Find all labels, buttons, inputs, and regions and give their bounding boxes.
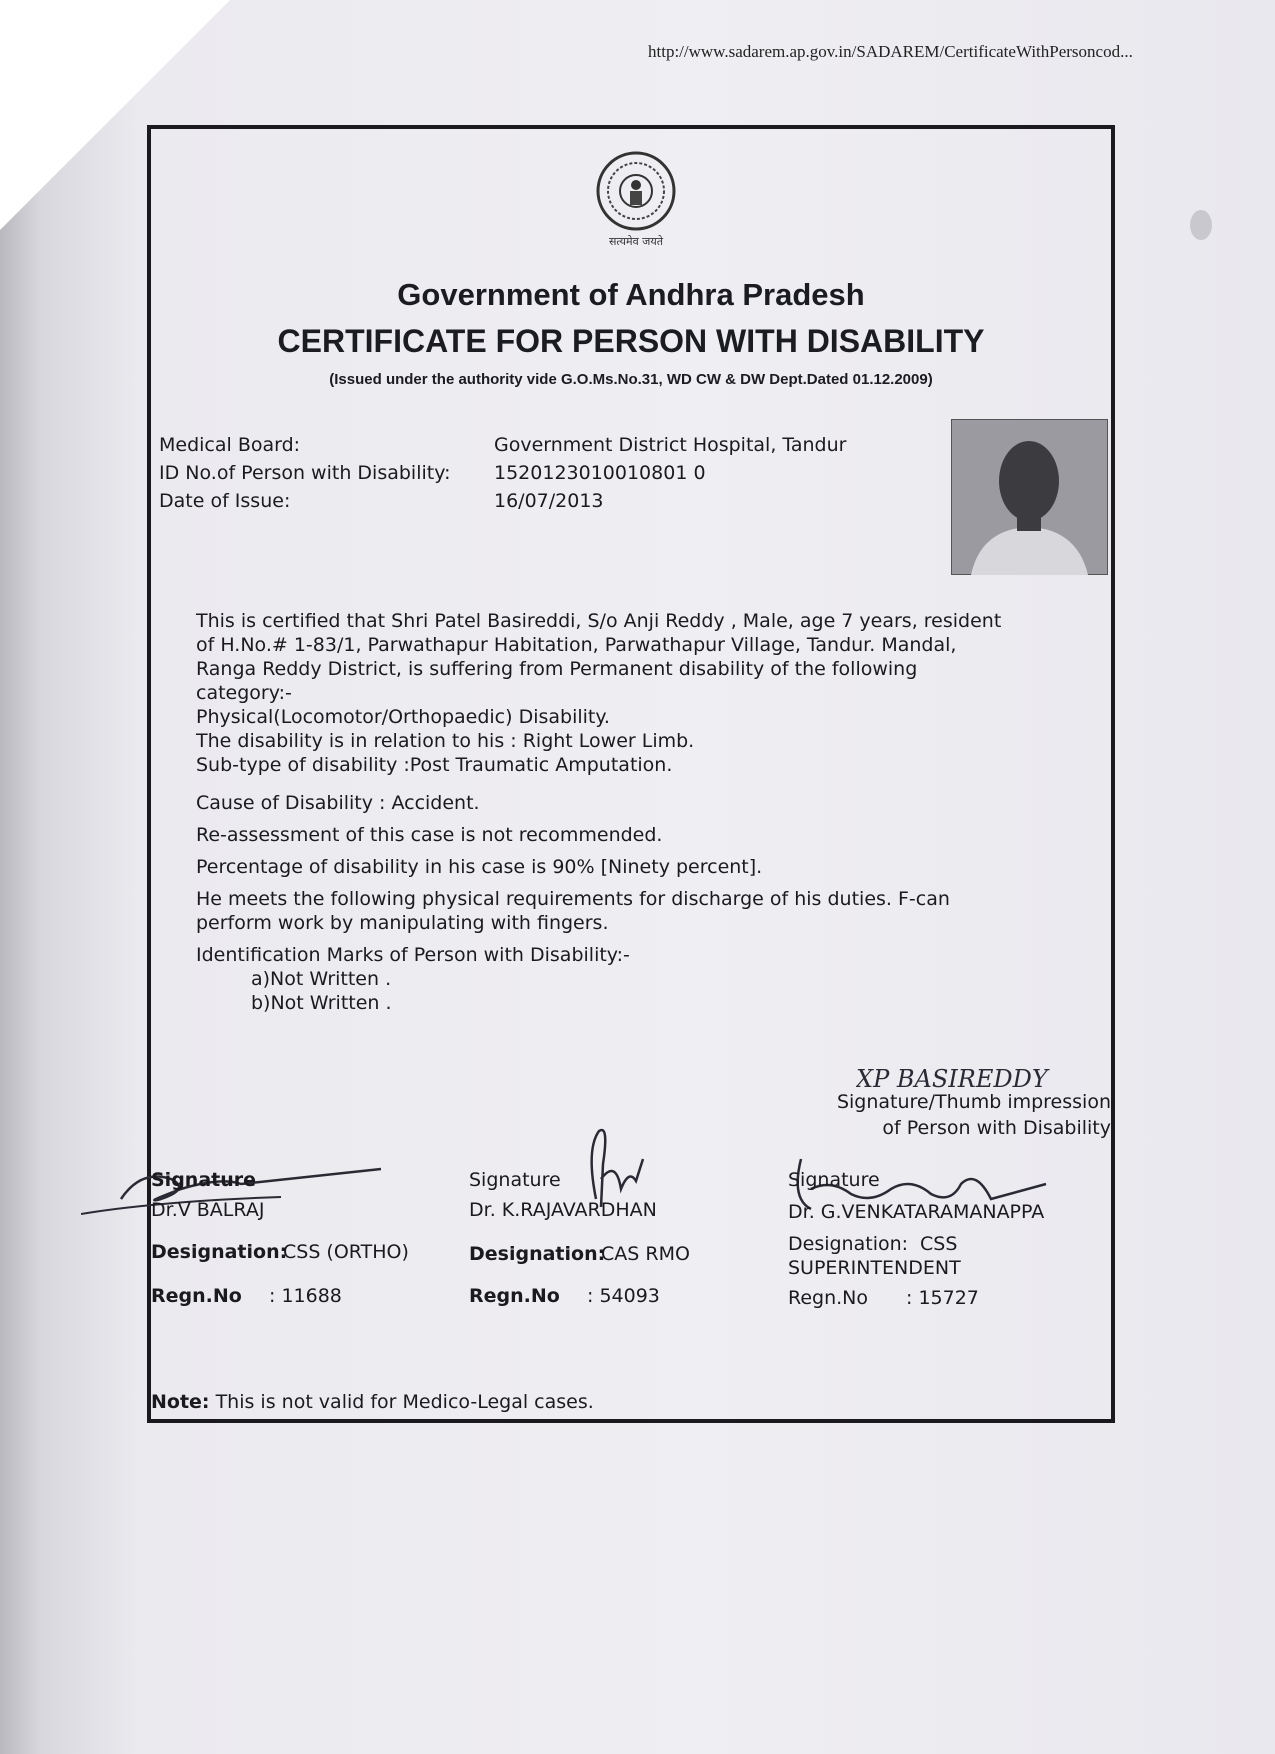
signature-label-line: of Person with Disability: [882, 1117, 1111, 1139]
authority-line: (Issued under the authority vide G.O.Ms.No.31, WD CW & DW Dept.Dated 01.12.2009): [329, 371, 933, 388]
note-text: This is not valid for Medico-Legal cases.: [209, 1391, 594, 1413]
date-value: 16/07/2013: [494, 490, 604, 512]
designation-value: CSS: [920, 1233, 958, 1255]
designation-value: CSS (ORTHO): [283, 1241, 409, 1263]
disability-percentage: Percentage of disability in his case is 90% [Ninety percent].: [196, 856, 763, 878]
regn-label: Regn.No: [788, 1287, 869, 1309]
regn-label: Regn.No: [469, 1285, 560, 1307]
certificate-title: CERTIFICATE FOR PERSON WITH DISABILITY: [277, 323, 985, 359]
government-title: Government of Andhra Pradesh: [397, 277, 865, 312]
body-line: category:-: [196, 682, 292, 704]
svg-text:सत्यमेव जयते: सत्यमेव जयते: [608, 235, 664, 248]
page-url: http://www.sadarem.ap.gov.in/SADAREM/CertificateWithPersoncod...: [648, 42, 1133, 61]
regn-label: Regn.No: [151, 1285, 242, 1307]
scan-smudge: [1190, 210, 1212, 240]
designation-value: CAS RMO: [601, 1243, 690, 1265]
identification-mark: b)Not Written .: [251, 992, 392, 1014]
identification-marks-label: Identification Marks of Person with Disability:-: [196, 944, 630, 966]
person-photo: [951, 419, 1108, 575]
regn-value: : 15727: [906, 1287, 979, 1309]
person-signature-label: [791, 1089, 1111, 1141]
reassessment-text: Re-assessment of this case is not recommended.: [196, 824, 663, 846]
designation-label: Designation:: [151, 1241, 288, 1263]
disability-category: Physical(Locomotor/Orthopaedic) Disability.: [196, 706, 610, 728]
signature-label: Signature: [151, 1169, 257, 1191]
medical-board-label: Medical Board:: [159, 434, 301, 456]
state-emblem-icon: [581, 149, 691, 249]
doctor-name: Dr.V BALRAJ: [151, 1199, 265, 1221]
medical-board-value: Government District Hospital, Tandur: [494, 434, 847, 456]
body-line: of H.No.# 1-83/1, Parwathapur Habitation, Parwathapur Village, Tandur. Mandal,: [196, 634, 957, 656]
designation-value-line2: SUPERINTENDENT: [788, 1257, 961, 1279]
signature-label: Signature: [788, 1169, 880, 1191]
designation-label: Designation:: [788, 1233, 909, 1255]
doctor-name: Dr. K.RAJAVARDHAN: [469, 1199, 657, 1221]
body-line: This is certified that Shri Patel Basireddi, S/o Anji Reddy , Male, age 7 years, resident: [196, 610, 1002, 632]
date-label: Date of Issue:: [159, 490, 291, 512]
id-value: 1520123010010801 0: [494, 462, 706, 484]
certificate-frame: [147, 125, 1115, 1423]
identification-mark: a)Not Written .: [251, 968, 392, 990]
body-line: Ranga Reddy District, is suffering from Permanent disability of the following: [196, 658, 918, 680]
note-label: Note:: [151, 1391, 210, 1413]
id-label: ID No.of Person with Disability:: [159, 462, 451, 484]
signature-label: Signature: [469, 1169, 561, 1191]
regn-value: : 54093: [587, 1285, 660, 1307]
signature-label-line: Signature/Thumb impression: [836, 1091, 1111, 1113]
svg-text:XP BASIREDDY: XP BASIREDDY: [856, 1065, 1048, 1093]
physical-requirements: perform work by manipulating with fingers.: [196, 912, 609, 934]
doctor-name: Dr. G.VENKATARAMANAPPA: [788, 1201, 1045, 1223]
disability-cause: Cause of Disability : Accident.: [196, 792, 480, 814]
disability-subtype: Sub-type of disability :Post Traumatic Amputation.: [196, 754, 673, 776]
certificate-body: [196, 609, 1096, 1015]
disability-relation: The disability is in relation to his : Right Lower Limb.: [196, 730, 695, 752]
designation-label: Designation:: [469, 1243, 606, 1265]
regn-value: : 11688: [269, 1285, 342, 1307]
footer-note: [151, 1391, 594, 1413]
physical-requirements: He meets the following physical requirements for discharge of his duties. F-can: [196, 888, 950, 910]
